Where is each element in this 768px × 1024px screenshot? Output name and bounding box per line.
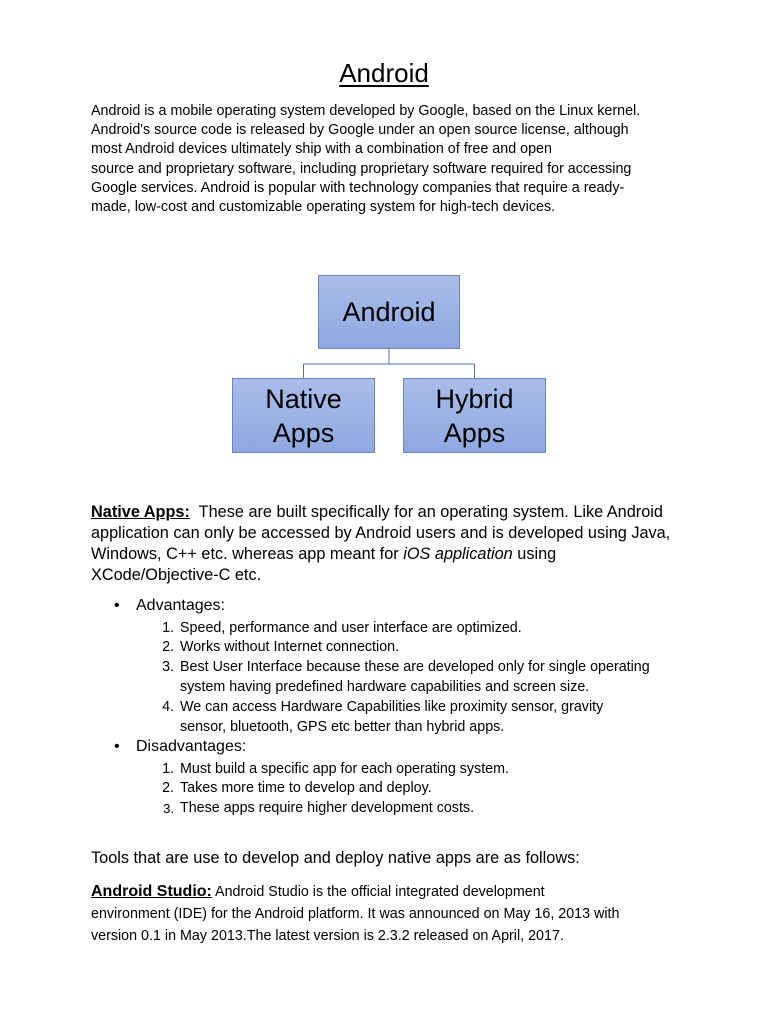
list-number: 3. xyxy=(163,801,174,816)
disadvantages-bullet xyxy=(114,738,246,756)
list-number: 2. xyxy=(162,639,174,655)
intro-line: Android's source code is released by Google under an open source license, although xyxy=(91,122,629,139)
studio-text: Android Studio is the official integrated development xyxy=(211,884,545,900)
list-text: These apps require higher development costs. xyxy=(180,800,475,816)
diagram-node-android xyxy=(318,275,460,349)
diagram-node-label: Android xyxy=(342,297,436,327)
list-text: Takes more time to develop and deploy. xyxy=(180,780,432,796)
native-line xyxy=(91,502,691,523)
studio-line: version 0.1 in May 2013.The latest version is 2.3.2 released on April, 2017. xyxy=(91,928,564,944)
native-line: application can only be accessed by Android users and is developed using Java, xyxy=(91,524,671,542)
android-studio-heading: Android Studio: xyxy=(91,883,212,900)
page-title: Android xyxy=(339,58,429,88)
tools-intro: Tools that are use to develop and deploy native apps are as follows: xyxy=(91,849,580,867)
bullet-icon: • xyxy=(114,597,120,614)
list-text: Speed, performance and user interface are optimized. xyxy=(180,620,522,636)
native-apps-heading: Native Apps: xyxy=(91,503,190,521)
native-line: XCode/Objective-C etc. xyxy=(91,566,262,584)
native-text: These are built specifically for an operating system. Like Android xyxy=(189,503,663,521)
disadvantages-label: Disadvantages: xyxy=(136,738,247,755)
diagram-node-label: Apps xyxy=(443,417,506,448)
native-line xyxy=(91,544,691,565)
list-number: 3. xyxy=(162,659,174,675)
diagram-node-label: Hybrid xyxy=(435,383,514,414)
diagram-node-label: Apps xyxy=(272,417,335,448)
list-text: Best User Interface because these are developed only for single operating xyxy=(180,659,650,675)
list-text: We can access Hardware Capabilities like proximity sensor, gravity xyxy=(180,699,604,715)
intro-line: Android is a mobile operating system developed by Google, based on the Linux kernel. xyxy=(91,103,641,119)
android-studio-paragraph xyxy=(91,881,691,947)
studio-line xyxy=(91,881,691,903)
native-apps-paragraph xyxy=(91,502,691,586)
list-text: Works without Internet connection. xyxy=(180,639,400,655)
diagram-node-label: Native xyxy=(265,383,342,414)
intro-line: source and proprietary software, including proprietary software required for accessing xyxy=(91,160,632,177)
intro-line: most Android devices ultimately ship with a combination of free and open xyxy=(91,141,552,158)
diagram-node-hybrid-apps xyxy=(403,378,546,453)
list-number: 4. xyxy=(162,699,174,715)
native-text: using xyxy=(512,545,557,563)
bullet-icon: • xyxy=(114,738,120,755)
diagram-node-native-apps xyxy=(232,378,375,453)
list-text: sensor, bluetooth, GPS etc better than hybrid apps. xyxy=(180,718,505,735)
list-number: 1. xyxy=(162,761,174,777)
studio-line: environment (IDE) for the Android platform. It was announced on May 16, 2013 with xyxy=(91,906,620,922)
native-text-italic: iOS application xyxy=(403,545,513,563)
list-number: 2. xyxy=(162,780,174,796)
advantages-bullet xyxy=(114,597,225,615)
list-text: system having predefined hardware capabilities and screen size. xyxy=(180,678,590,695)
intro-paragraph xyxy=(91,102,681,217)
advantages-label: Advantages: xyxy=(136,597,225,614)
intro-line: Google services. Android is popular with technology companies that require a ready- xyxy=(91,179,625,196)
list-text: Must build a specific app for each operating system. xyxy=(180,761,509,777)
list-number: 1. xyxy=(162,620,174,636)
intro-line: made, low-cost and customizable operating system for high-tech devices. xyxy=(91,199,556,216)
native-text: Windows, C++ etc. whereas app meant for xyxy=(91,545,404,563)
